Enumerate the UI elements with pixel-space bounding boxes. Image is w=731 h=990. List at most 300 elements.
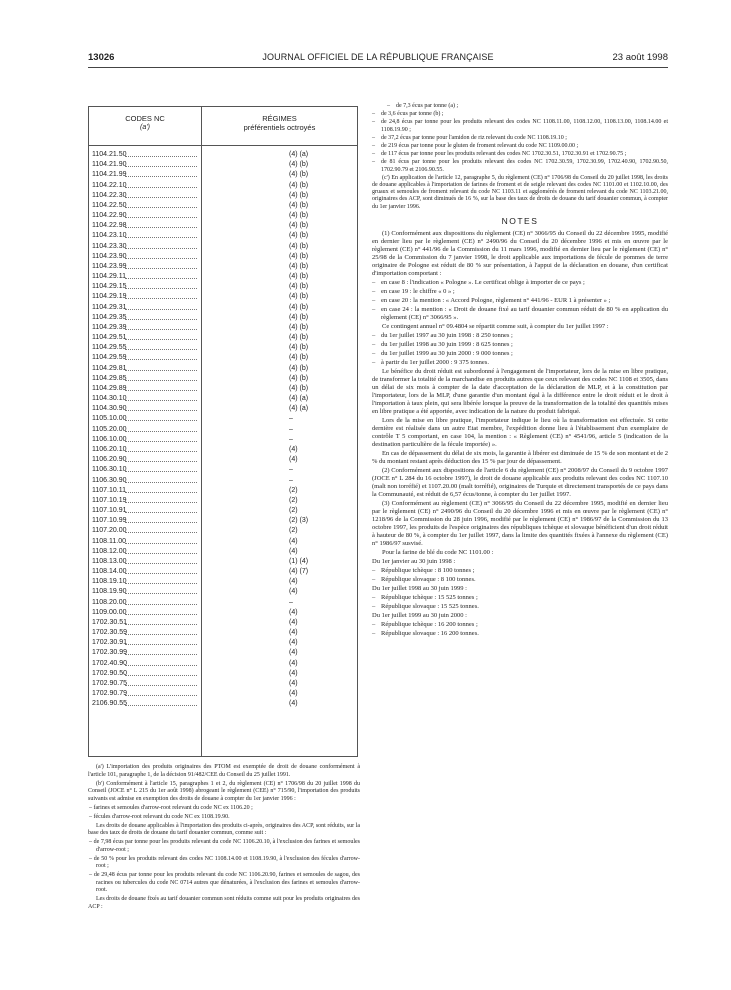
nc-code: 1104.23.90 xyxy=(92,252,127,260)
table-row xyxy=(89,699,357,709)
paragraph: Du 1er janvier au 30 juin 1998 : xyxy=(372,557,456,565)
regime-value: (4) (b) xyxy=(289,262,309,270)
leader-dots xyxy=(125,451,197,452)
leader-dots xyxy=(125,237,197,238)
nc-code: 1108.11.00 xyxy=(92,537,126,545)
list-item xyxy=(372,603,668,611)
nc-code: 1106.20.90 xyxy=(92,456,127,464)
nc-code: 1702.40.90 xyxy=(92,659,128,667)
col1-title: CODES NC xyxy=(125,114,165,123)
table-row xyxy=(89,628,357,638)
list-item-text: de 7,3 écus par tonne (a) ; xyxy=(396,103,459,109)
nc-code: 1104.29.35 xyxy=(92,313,127,321)
nc-code: 1106.20.10 xyxy=(92,445,127,453)
nc-code: 1107.20.00 xyxy=(92,527,127,535)
table-row xyxy=(89,638,357,648)
nc-code: 1104.21.99 xyxy=(92,171,127,179)
nc-code: 1107.10.11 xyxy=(92,486,126,494)
regime-value: (4) (b) xyxy=(289,171,309,179)
nc-code: 1702.30.59 xyxy=(92,629,128,637)
regime-value: (4) (b) xyxy=(289,181,309,189)
list-dash: – xyxy=(372,349,376,357)
leader-dots xyxy=(125,471,197,472)
list-item xyxy=(372,279,668,287)
regime-value: (4) (b) xyxy=(289,313,309,321)
leader-dots xyxy=(125,695,197,696)
list-item xyxy=(372,576,668,584)
leader-dots xyxy=(125,634,197,635)
list-dash: – xyxy=(372,629,376,637)
nc-code: 1104.29.81 xyxy=(92,364,127,372)
footnote-list-item: – de 50 % pour les produits relevant des codes NC 1108.14.00 et 1108.19.90, à l'exclusion des fécules d'arrow-root ; xyxy=(88,856,360,871)
table-row xyxy=(89,526,357,536)
leader-dots xyxy=(125,207,197,208)
table-row xyxy=(89,547,357,557)
regime-value: (4) xyxy=(289,669,298,677)
leader-dots xyxy=(125,583,197,584)
list-dash: – xyxy=(372,296,376,304)
regime-value: (4) xyxy=(289,537,298,545)
leader-dots xyxy=(125,227,197,228)
leader-dots xyxy=(125,248,197,249)
regime-value: (4) (b) xyxy=(289,344,309,352)
table-row xyxy=(89,292,357,302)
table-row xyxy=(89,659,357,669)
paragraph: (2) Conformément aux dispositions de l'article 6 du règlement (CE) n° 2008/97 du Conseil du 9 octobre 1997 (JOCE n° L 284 du 16 octobre 1997), le droit de douane applicable aux produits relevant des codes NC 1107.10 (malt non torréfié) et 1107.20.00 (malt torréfié), originaires de Turquie et directement transportés de ce pays dans la Communauté, est réduit de 6,57 écus/tonne, à compter du 1er juillet 1997. xyxy=(372,466,668,498)
list-item xyxy=(372,567,668,575)
list-item xyxy=(372,621,668,629)
header-rule xyxy=(88,67,668,68)
nc-code: 1106.30.10 xyxy=(92,466,127,474)
list-dash: – xyxy=(372,111,375,118)
regime-value: – xyxy=(289,476,293,484)
list-item xyxy=(372,594,668,602)
list-dash: – xyxy=(372,134,375,141)
regime-value: (4) xyxy=(289,629,298,637)
nc-code: 1108.14.00 xyxy=(92,568,127,576)
nc-code: 1104.30.90 xyxy=(92,405,127,413)
leader-dots xyxy=(125,370,197,371)
nc-code: 1104.22.30 xyxy=(92,191,127,199)
table-row xyxy=(89,506,357,516)
table-row xyxy=(89,201,357,211)
list-item-text: République tchèque : 15 525 tonnes ; xyxy=(381,593,478,601)
table-row xyxy=(89,252,357,262)
list-item-text: en case 24 : la mention : « Droit de douane fixé au tarif douanier commun réduit de 80 % en application du règlement (CE) n° 3066/95 ». xyxy=(381,305,668,321)
nc-code: 1109.00.00 xyxy=(92,608,127,616)
table-row xyxy=(89,343,357,353)
nc-code: 1104.29.15 xyxy=(92,283,127,291)
nc-code: 1104.29.19 xyxy=(92,293,127,301)
list-item-text: République slovaque : 15 525 tonnes. xyxy=(381,602,479,610)
list-item-text: de 3,6 écus par tonne (b) ; xyxy=(381,111,444,118)
regime-value: (4) xyxy=(289,578,298,586)
table-row xyxy=(89,272,357,282)
table-row xyxy=(89,598,357,608)
paragraph: Du 1er juillet 1998 au 30 juin 1999 : xyxy=(372,584,467,592)
paragraph: (1) Conformément aux dispositions du règlement (CE) n° 3066/95 du Conseil du 22 décembre 1995, modifié en dernier lieu par le règlement (CE) n° 2490/96 du Conseil du 20 décembre 1996 et mis en œuvre par le règlement (CE) n° 441/96 de la Commission du 11 mars 1996, modifié en dernier lieu par le règlement (CE) n° 25/98 de la Commission du 7 janvier 1998, le droit applicable aux importations de fécule de pommes de terre originaire de Pologne est réduit de 80 % sur présentation, à l'appui de la déclaration en douane, d'un certificat d'importation comportant : xyxy=(372,229,668,277)
leader-dots xyxy=(125,278,197,279)
nc-code: 1104.22.50 xyxy=(92,201,127,209)
nc-code: 1104.21.50 xyxy=(92,151,127,158)
leader-dots xyxy=(125,176,197,177)
regime-value: (4) (b) xyxy=(289,201,309,209)
col-header-codes xyxy=(89,114,201,132)
col1-subtitle: (a') xyxy=(140,124,150,131)
leader-dots xyxy=(125,705,197,706)
list-dash: – xyxy=(372,278,376,286)
list-dash: – xyxy=(372,151,375,158)
list-item xyxy=(372,119,668,133)
regime-value: (4) xyxy=(289,618,298,626)
regime-value: – xyxy=(289,598,293,606)
leader-dots xyxy=(125,410,197,411)
nc-code: 1104.23.10 xyxy=(92,232,127,240)
table-row xyxy=(89,689,357,699)
list-dash: – xyxy=(372,358,376,366)
leader-dots xyxy=(125,543,197,544)
leader-dots xyxy=(125,288,197,289)
page-header xyxy=(88,52,668,66)
leader-dots xyxy=(125,604,197,605)
list-item xyxy=(372,630,668,638)
regime-value: – xyxy=(289,425,293,433)
regime-value: (4) xyxy=(289,456,298,464)
list-item-text: en case 19 : le chiffre « 0 » ; xyxy=(381,287,455,295)
list-dash: – xyxy=(372,143,375,150)
table-row xyxy=(89,404,357,414)
list-dash: – xyxy=(372,340,376,348)
list-item xyxy=(372,350,668,358)
list-dash: – xyxy=(372,287,376,295)
leader-dots xyxy=(125,441,197,442)
table-row xyxy=(89,648,357,658)
list-item-text: République slovaque : 8 100 tonnes. xyxy=(381,575,476,583)
paragraph: Du 1er juillet 1999 au 30 juin 2000 : xyxy=(372,611,467,619)
nc-code: 1108.13.00 xyxy=(92,557,127,565)
paragraph: (3) Conformément au règlement (CE) n° 3066/95 du Conseil du 22 décembre 1995, modifié en dernier lieu par le règlement (CE) n° 2490/96 du Conseil du 20 décembre 1996 et mis en œuvre par le règlement (CE) n° 1218/96 de la Commission du 28 juin 1996, modifié par le règlement (CE) n° 1986/97 de la Commission du 13 octobre 1997, les produits de l'espèce originaires des républiques tchèque et slovaque bénéficient d'un droit réduit à hauteur de 80 %, à compter du 1er juillet 1997, dans la limite des quantités fixées à l'annexe du règlement (CE) n° 1986/97 susvisé. xyxy=(372,499,668,547)
leader-dots xyxy=(125,675,197,676)
footnote-paragraph: (a') L'importation des produits originaires des PTOM est exemptée de droit de douane conformément à l'article 101, paragraphe 1, de la décision 91/482/CEE du Conseil du 25 juillet 1991. xyxy=(88,764,360,778)
list-item-text: République tchèque : 16 200 tonnes ; xyxy=(381,620,478,628)
list-item xyxy=(372,135,668,142)
list-item-text: de 81 écus par tonne pour les produits relevant des codes NC 1702.30.59, 1702.30.99, 1702.40.90, 1702.90.50, 1702.90.79 et 2106.90.55. xyxy=(381,159,668,173)
regime-value: (4) xyxy=(289,690,298,698)
table-row xyxy=(89,476,357,486)
regime-value: (4) (a) xyxy=(289,405,309,413)
list-item xyxy=(372,288,668,296)
table-row xyxy=(89,425,357,435)
list-item xyxy=(372,359,668,367)
table-row xyxy=(89,537,357,547)
regime-value: (2) xyxy=(289,527,298,535)
regime-value: – xyxy=(289,466,293,474)
leader-dots xyxy=(125,380,197,381)
regime-value: (4) xyxy=(289,649,298,657)
table-row xyxy=(89,323,357,333)
table-row xyxy=(89,587,357,597)
nc-code: 1104.23.99 xyxy=(92,262,127,270)
nc-code: 2106.90.55 xyxy=(92,700,128,708)
regime-value: (4) (b) xyxy=(289,273,309,281)
notes-text xyxy=(372,230,668,638)
list-item-text: à partir du 1er juillet 2000 : 9 375 tonnes. xyxy=(381,358,489,366)
nc-code: 1702.30.51 xyxy=(92,618,128,626)
list-item-text: de 37,2 écus par tonne pour l'amidon de riz relevant du code NC 1108.19.10 ; xyxy=(381,134,567,141)
regime-value: (4) xyxy=(289,547,298,555)
list-dash: – xyxy=(372,620,376,628)
list-item xyxy=(372,111,668,118)
leader-dots xyxy=(125,258,197,259)
nc-code: 1702.90.79 xyxy=(92,690,128,698)
nc-code: 1104.29.89 xyxy=(92,384,127,392)
paragraph: Le bénéfice du droit réduit est subordonné à l'engagement de l'importateur, lors de la mise en libre pratique, de transformer la totalité de la marchandise en produits autres que ceux relevant des codes NC 1108 et 3505, dans un délai de six mois à compter de la date d'acceptation de la déclaration de MLP, et à la constitution par l'importateur, lors de la MLP, d'une garantie d'un montant égal à la différence entre le droit réduit et le droit à l'importation à taux plein, qui sera libérée lorsque la preuve de la transformation de la totalité des quantités mises en libre pratique a été apportée, avec indication de la nature du produit fabriqué. xyxy=(372,367,668,415)
table-row xyxy=(89,618,357,628)
nc-code: 1107.10.19 xyxy=(92,496,127,504)
notes-heading: NOTES xyxy=(501,215,539,226)
list-dash: – xyxy=(372,119,375,126)
regime-value: (4) (b) xyxy=(289,222,309,230)
issue-date: 23 août 1998 xyxy=(612,52,668,63)
regime-value: (4) (b) xyxy=(289,232,309,240)
table-header xyxy=(89,107,357,146)
leader-dots xyxy=(125,553,197,554)
table-row xyxy=(89,150,357,160)
nc-code: 1104.29.59 xyxy=(92,354,127,362)
col2-subtitle: préférentiels octroyés xyxy=(243,123,316,132)
regime-value: – xyxy=(289,415,293,423)
table-row xyxy=(89,313,357,323)
leader-dots xyxy=(125,563,197,564)
regime-value: (4) (b) xyxy=(289,293,309,301)
leader-dots xyxy=(125,502,197,503)
nc-code: 1104.29.85 xyxy=(92,374,127,382)
list-item-text: du 1er juillet 1998 au 30 juin 1999 : 8 625 tonnes ; xyxy=(381,340,513,348)
leader-dots xyxy=(125,644,197,645)
table-row xyxy=(89,364,357,374)
regime-value: (4) xyxy=(289,659,298,667)
nc-code: 1108.19.10 xyxy=(92,578,127,586)
leader-dots xyxy=(125,685,197,686)
table-row xyxy=(89,394,357,404)
leader-dots xyxy=(125,482,197,483)
leader-dots xyxy=(125,298,197,299)
regime-value: (4) xyxy=(289,700,298,708)
footnote-paragraph: Les droits de douane applicables à l'importation des produits ci-après, originaires des ACP, sont réduits, sur la base des taux de droits de douane du tarif douanier commun, comme suit : xyxy=(88,822,360,836)
list-item-text: en case 20 : la mention : « Accord Pologne, règlement n° 441/96 - EUR 1 à présenter » ; xyxy=(381,296,611,304)
list-dash: – xyxy=(372,602,376,610)
regime-value: (4) (b) xyxy=(289,354,309,362)
list-item xyxy=(372,159,668,173)
regime-value: (4) (a) xyxy=(289,151,309,158)
table-row xyxy=(89,160,357,170)
regime-value: (4) xyxy=(289,588,298,596)
leader-dots xyxy=(125,654,197,655)
leader-dots xyxy=(125,329,197,330)
leader-dots xyxy=(125,390,197,391)
footnote-list-item: – de 29,48 écus par tonne pour les produits relevant du code NC 1106.20.90, farines et semoules de sagou, des racines ou tubercules du code NC 0714 autres que dénaturées, à l'exclusion des farines et semoules d'arrow-root. xyxy=(88,872,360,895)
nc-code: 1104.29.55 xyxy=(92,344,127,352)
nc-code: 1104.22.98 xyxy=(92,222,127,230)
regime-value: (4) xyxy=(289,679,298,687)
leader-dots xyxy=(125,573,197,574)
table-row xyxy=(89,455,357,465)
table-row xyxy=(89,170,357,180)
table-row xyxy=(89,221,357,231)
footnote-list-item: – de 7,98 écus par tonne pour les produits relevant du code NC 1106.20.10, à l'exclusion des farines et semoules d'arrow-root ; xyxy=(88,839,360,854)
nc-code: 1104.22.10 xyxy=(92,181,127,189)
table-row xyxy=(89,679,357,689)
regime-value: (4) (b) xyxy=(289,334,309,342)
table-row xyxy=(89,516,357,526)
regime-value: (4) (b) xyxy=(289,161,309,169)
footnote-paragraph: Les droits de douane fixés au tarif douanier commun sont réduits comme suit pour les produits originaires des ACP : xyxy=(88,896,360,910)
list-item-text: République slovaque : 16 200 tonnes. xyxy=(381,629,479,637)
leader-dots xyxy=(125,665,197,666)
regime-value: (4) (b) xyxy=(289,374,309,382)
regime-value: (4) (b) xyxy=(289,252,309,260)
right-top-text xyxy=(372,103,668,211)
leader-dots xyxy=(125,614,197,615)
nc-code: 1104.29.51 xyxy=(92,334,127,342)
nc-code: 1702.90.75 xyxy=(92,679,128,687)
nc-code: 1107.10.91 xyxy=(92,507,127,515)
table-row xyxy=(89,557,357,567)
table-row xyxy=(89,445,357,455)
leader-dots xyxy=(125,522,197,523)
journal-title: JOURNAL OFFICIEL DE LA RÉPUBLIQUE FRANÇAISE xyxy=(262,52,494,62)
leader-dots xyxy=(125,359,197,360)
leader-dots xyxy=(125,624,197,625)
nc-code: 1104.29.11 xyxy=(92,273,126,281)
table-row xyxy=(89,181,357,191)
table-row xyxy=(89,211,357,221)
list-dash: – xyxy=(372,575,376,583)
regime-value: (4) (b) xyxy=(289,303,309,311)
nc-code: 1105.10.00 xyxy=(92,415,127,423)
leader-dots xyxy=(125,187,197,188)
list-item-text: République tchèque : 8 100 tonnes ; xyxy=(381,566,475,574)
list-item-text: de 219 écus par tonne pour le gluten de froment relevant du code NC 1109.00.00 ; xyxy=(381,143,579,150)
page-number: 13026 xyxy=(88,52,115,63)
leader-dots xyxy=(125,593,197,594)
list-item xyxy=(372,332,668,340)
table-row xyxy=(89,333,357,343)
footnote-list-item: – farines et semoules d'arrow-root relevant du code NC ex 1106.20 ; xyxy=(88,805,360,813)
regime-value: (4) (b) xyxy=(289,242,309,250)
list-item-text: en case 8 : l'indication « Pologne ». Le certificat oblige à importer de ce pays ; xyxy=(381,278,585,286)
leader-dots xyxy=(125,532,197,533)
leader-dots xyxy=(125,461,197,462)
regime-value: (4) xyxy=(289,639,298,647)
table-row xyxy=(89,303,357,313)
table-row xyxy=(89,191,357,201)
nc-code: 1104.21.90 xyxy=(92,161,127,169)
nc-code: 1108.20.00 xyxy=(92,598,127,606)
list-item-text: de 117 écus par tonne pour les produits relevant des codes NC 1702.30.51, 1702.30.91 et 1702.90.75 ; xyxy=(381,151,627,158)
table-row xyxy=(89,486,357,496)
list-dash: – xyxy=(372,593,376,601)
leader-dots xyxy=(125,339,197,340)
table-row xyxy=(89,435,357,445)
paragraph: (c') En application de l'article 12, paragraphe 5, du règlement (CE) n° 1706/98 du Conseil du 20 juillet 1998, les droits de douane applicables à l'importation de farines de froment et de seigle relevant des codes NC 1101.00 et 1102.10.00, des gruaux et semoules de froment relevant du code NC 1103.11 et agglomérés de froment relevant du code NC 1103.21.00, originaires des ACP, sont diminués de 16 %, sur la base des taux de droits de douane du tarif douanier commun, à compter du 1er janvier 1996. xyxy=(372,174,668,210)
list-item-text: de 24,8 écus par tonne pour les produits relevant des codes NC 1108.11.00, 1108.12.00, 1108.13.00, 1108.14.00 et 1108.19.90 ; xyxy=(381,119,668,133)
list-dash: – xyxy=(372,331,376,339)
footnote-list-item: – fécules d'arrow-root relevant du code NC ex 1108.19.90. xyxy=(88,814,360,822)
nc-code: 1106.30.90 xyxy=(92,476,127,484)
regime-value: (2) xyxy=(289,496,298,504)
regime-value: (2) (3) xyxy=(289,517,309,525)
table-row xyxy=(89,242,357,252)
regime-value: (4) (b) xyxy=(289,364,309,372)
regime-value: (4) (b) xyxy=(289,384,309,392)
table-row xyxy=(89,384,357,394)
list-dash: – xyxy=(372,159,375,166)
leader-dots xyxy=(125,431,197,432)
regime-value: (1) (4) xyxy=(289,557,309,565)
right-column xyxy=(372,103,668,639)
regime-value: (4) (b) xyxy=(289,323,309,331)
nc-code: 1702.30.99 xyxy=(92,649,128,657)
nc-code: 1104.29.39 xyxy=(92,323,127,331)
leader-dots xyxy=(125,197,197,198)
left-footnotes xyxy=(88,764,360,913)
footnote-paragraph: (b') Conformément à l'article 15, paragraphes 1 et 2, du règlement (CE) n° 1706/98 du 20 juillet 1998 du Conseil (JOCE n° L 215 du 1er août 1998) abrogeant le règlement (CEE) n° 715/90, l'importation des produits suivants est admise en exemption des droits de douane à compter du 1er janvier 1996 : xyxy=(88,780,360,802)
table-row xyxy=(89,353,357,363)
table-row xyxy=(89,465,357,475)
leader-dots xyxy=(125,156,197,157)
table-row xyxy=(89,231,357,241)
list-dash: – xyxy=(372,305,376,313)
table-row xyxy=(89,608,357,618)
list-item-text: du 1er juillet 1997 au 30 juin 1998 : 8 250 tonnes ; xyxy=(381,331,513,339)
list-item xyxy=(372,297,668,305)
regime-value: (2) xyxy=(289,486,298,494)
regime-value: (4) (7) xyxy=(289,568,309,576)
regime-value: (4) xyxy=(289,608,298,616)
nc-codes-table xyxy=(88,106,358,757)
nc-code: 1702.30.91 xyxy=(92,639,128,647)
nc-code: 1104.30.10 xyxy=(92,395,127,403)
nc-code: 1106.10.00 xyxy=(92,435,127,443)
nc-code: 1108.12.00 xyxy=(92,547,127,555)
table-row xyxy=(89,262,357,272)
table-row xyxy=(89,414,357,424)
regime-value: (4) (b) xyxy=(289,191,309,199)
regime-value: (4) xyxy=(289,445,298,453)
table-row xyxy=(89,577,357,587)
list-item xyxy=(372,341,668,349)
leader-dots xyxy=(125,268,197,269)
nc-code: 1104.22.90 xyxy=(92,212,127,220)
paragraph: Pour la farine de blé du code NC 1101.00 : xyxy=(382,548,494,556)
nc-code: 1105.20.00 xyxy=(92,425,127,433)
table-row xyxy=(89,496,357,506)
regime-value: (2) xyxy=(289,507,298,515)
paragraph: Ce contingent annuel n° 09.4804 se répartit comme suit, à compter du 1er juillet 1997 : xyxy=(382,322,609,330)
nc-code: 1702.90.50 xyxy=(92,669,128,677)
leader-dots xyxy=(125,217,197,218)
regime-value: (4) (b) xyxy=(289,283,309,291)
leader-dots xyxy=(125,319,197,320)
regime-value: (4) (b) xyxy=(289,212,309,220)
leader-dots xyxy=(125,420,197,421)
regime-value: – xyxy=(289,435,293,443)
list-dash: – xyxy=(387,103,390,109)
col-header-regimes xyxy=(202,114,357,132)
leader-dots xyxy=(125,400,197,401)
leader-dots xyxy=(125,309,197,310)
